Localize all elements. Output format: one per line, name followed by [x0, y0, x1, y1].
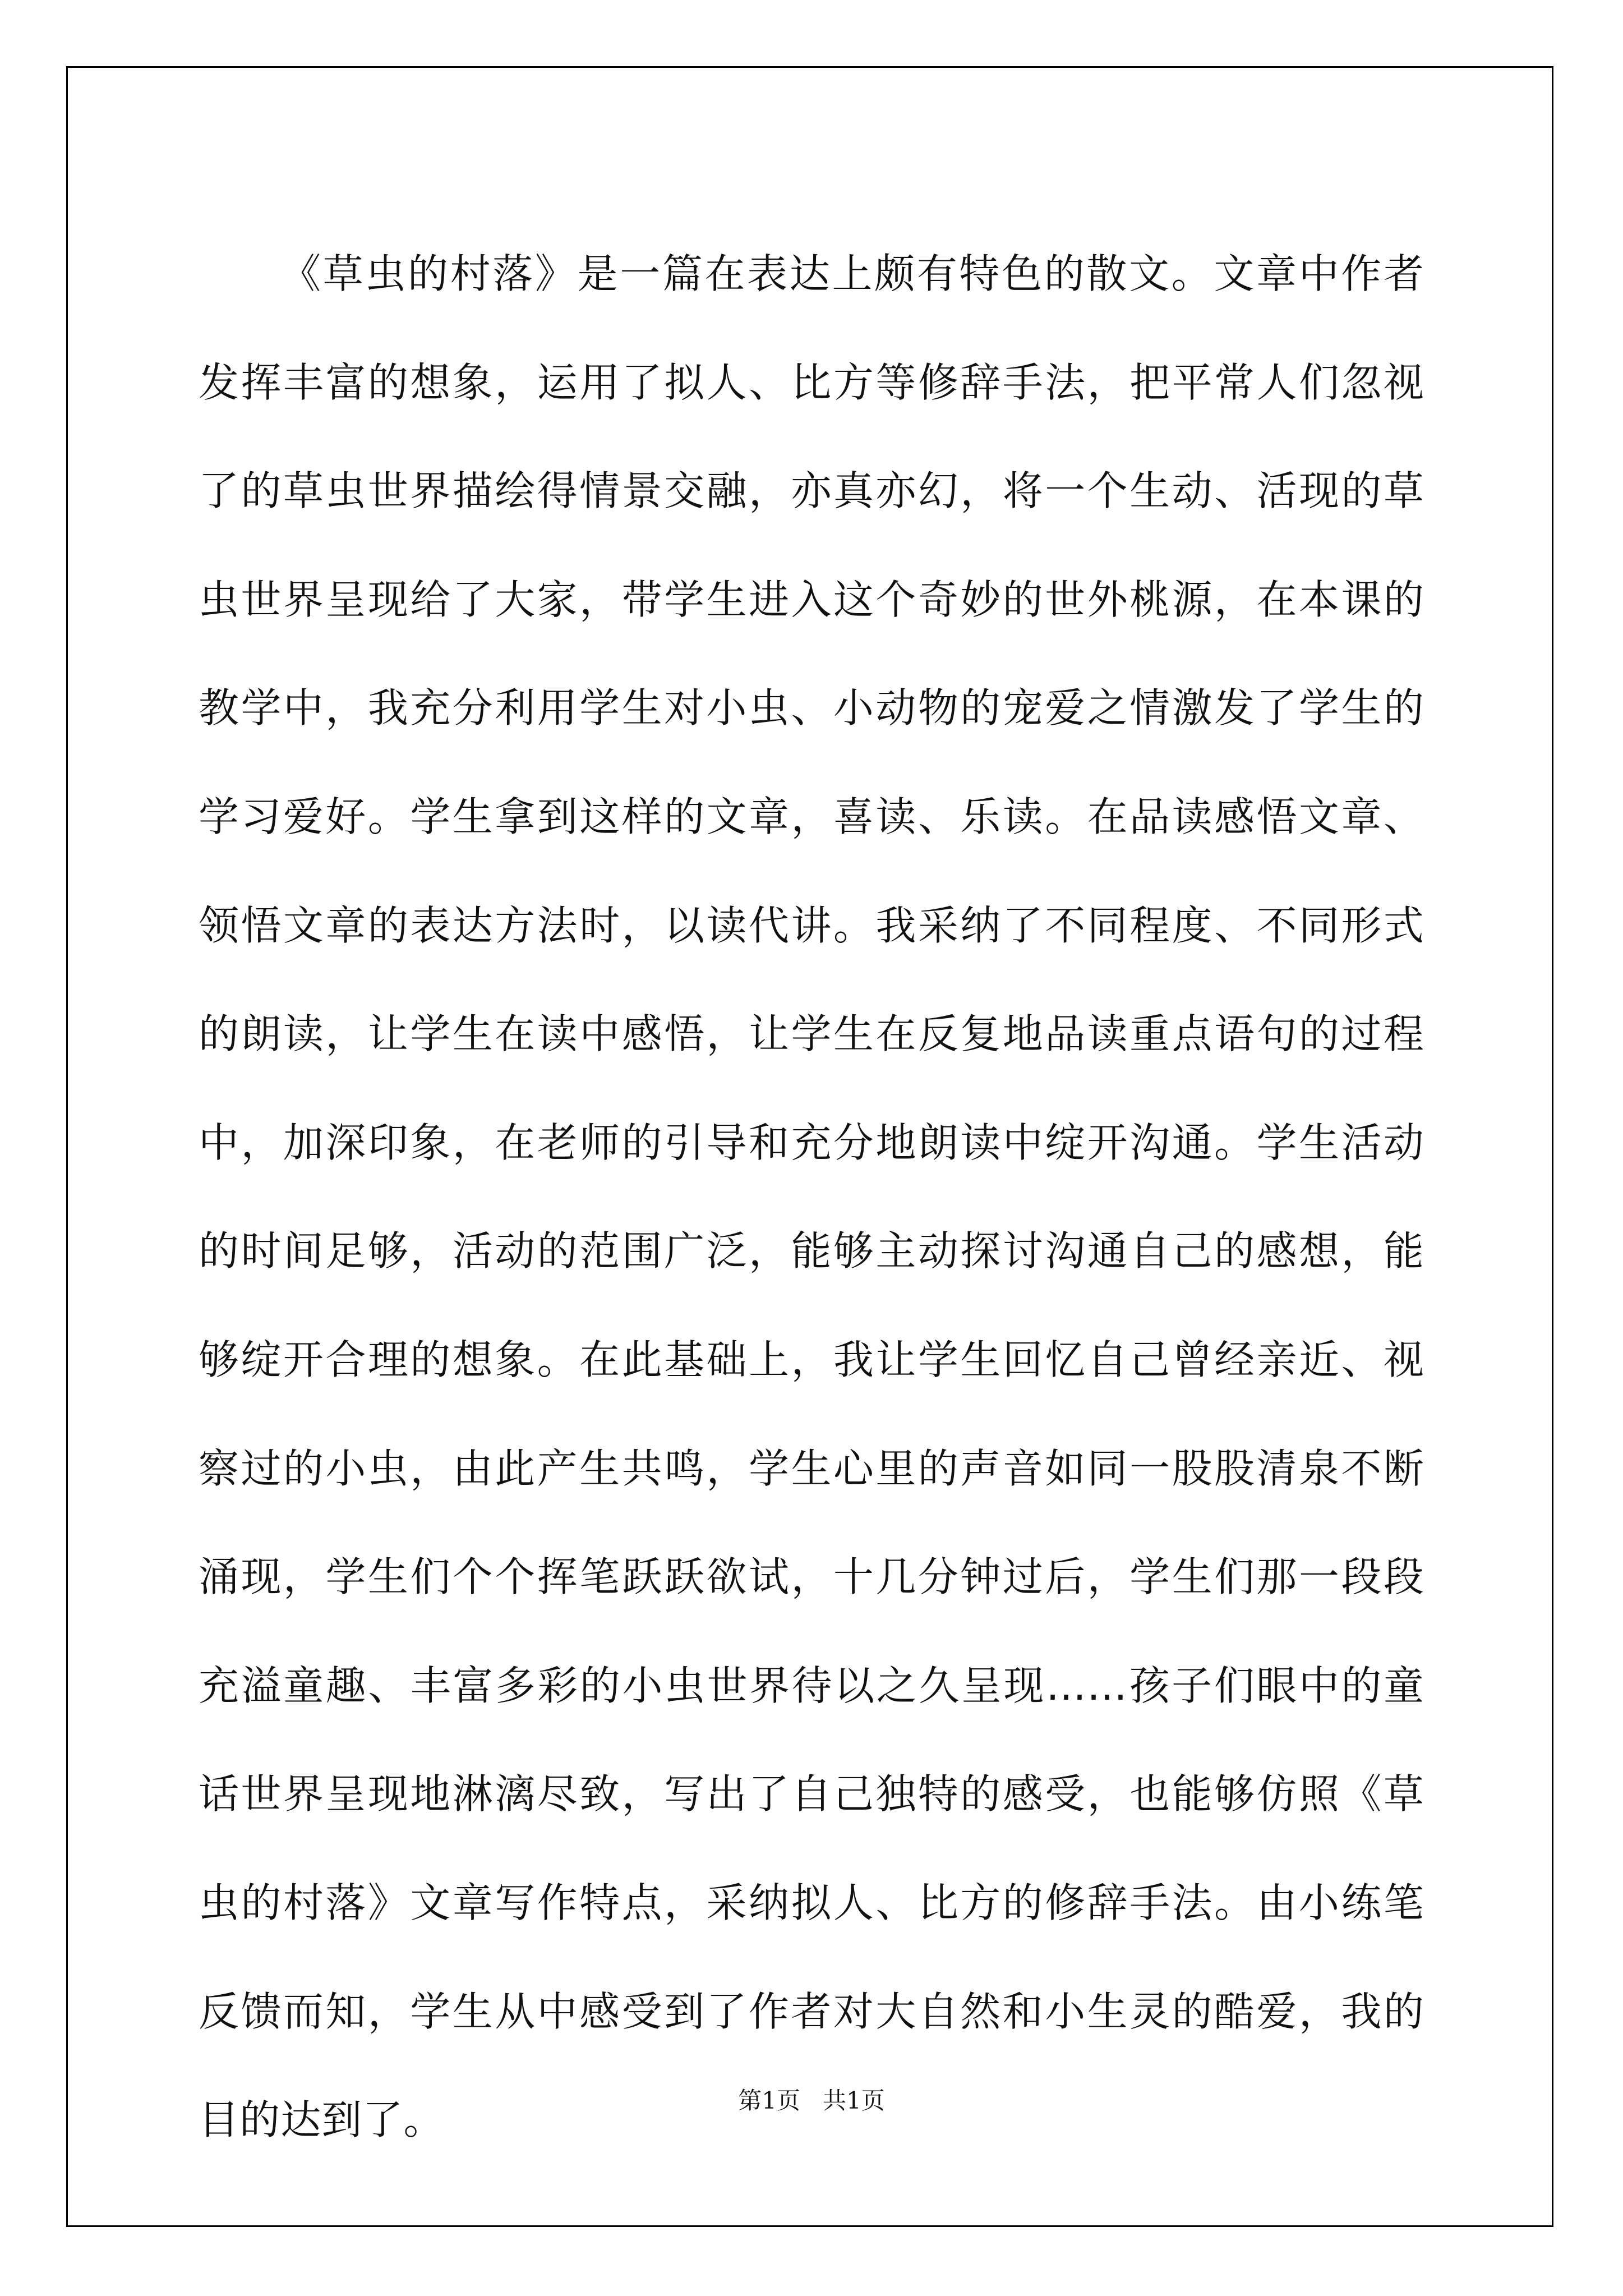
body-paragraph: 《草虫的村落》是一篇在表达上颇有特色的散文。文章中作者发挥丰富的想象，运用了拟人、比方等修辞手法，把平常人们忽视了的草虫世界描绘得情景交融，亦真亦幻，将一个生动、活现的草虫世界呈现给了大家，带学生进入这个奇妙的世外桃源，在本课的教学中，我充分利用学生对小虫、小动物的宠爱之情激发了学生的学习爱好。学生拿到这样的文章，喜读、乐读。在品读感悟文章、领悟文章的表达方法时，以读代讲。我采纳了不同程度、不同形式的朗读，让学生在读中感悟，让学生在反复地品读重点语句的过程中，加深印象，在老师的引导和充分地朗读中绽开沟通。学生活动的时间足够，活动的范围广泛，能够主动探讨沟通自己的感想，能够绽开合理的想象。在此基础上，我让学生回忆自己曾经亲近、视察过的小虫，由此产生共鸣，学生心里的声音如同一股股清泉不断涌现，学生们个个挥笔跃跃欲试，十几分钟过后，学生们那一段段充溢童趣、丰富多彩的小虫世界待以之久呈现……孩子们眼中的童话世界呈现地淋漓尽致，写出了自己独特的感受，也能够仿照《草虫的村落》文章写作特点，采纳拟人、比方的修辞手法。由小练笔反馈而知，学生从中感受到了作者对大自然和小生灵的酷爱，我的目的达到了。	[199, 250, 1424, 2144]
page-number-footer: 第1页 共1页	[738, 2087, 885, 2114]
